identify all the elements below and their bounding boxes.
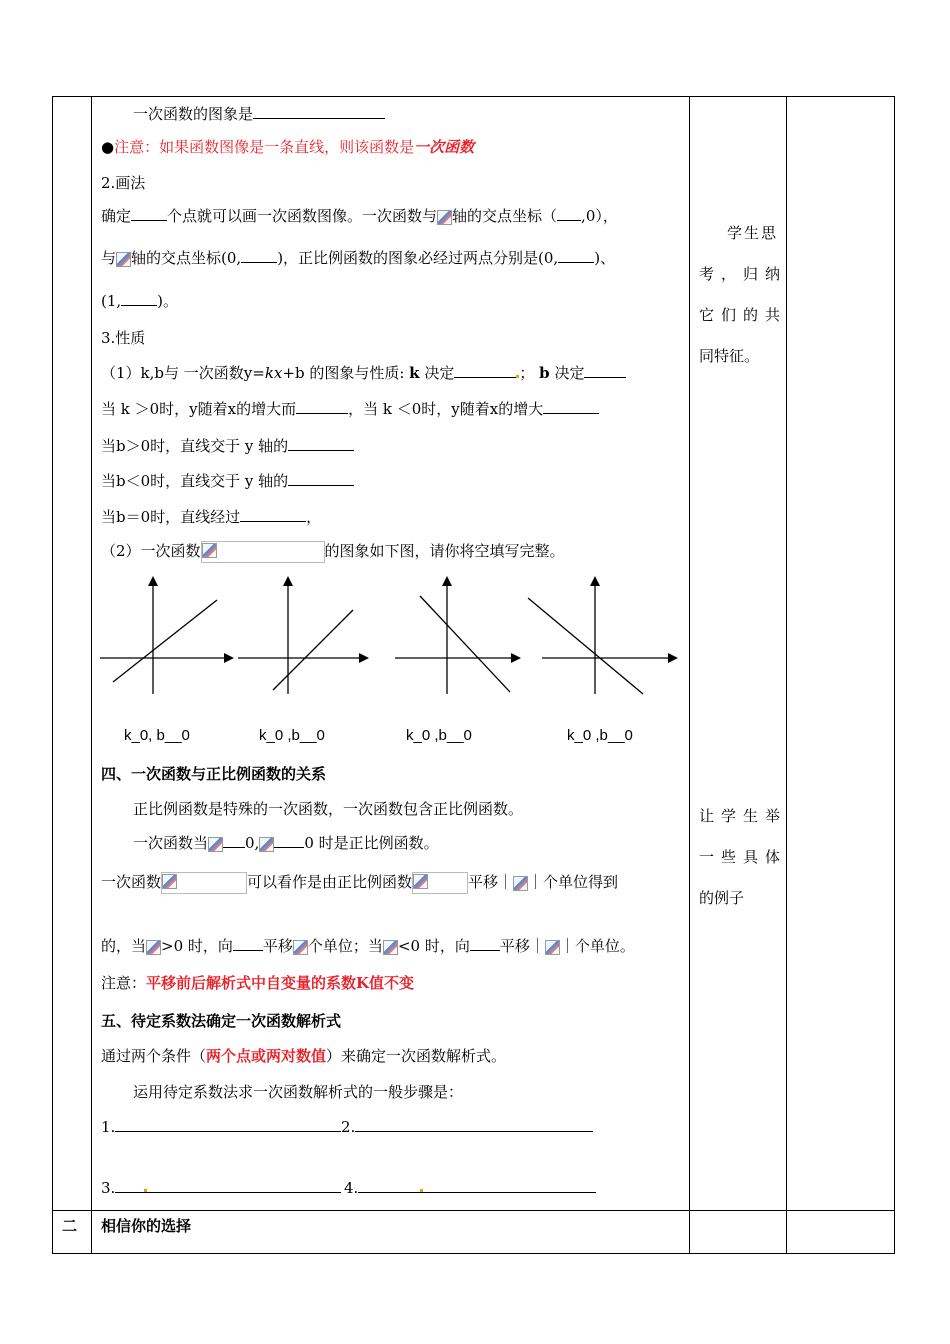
blank-field[interactable]: [358, 1178, 596, 1193]
blank-field[interactable]: [240, 507, 306, 522]
step-3: [101, 1178, 341, 1197]
blank-field[interactable]: [470, 936, 500, 951]
graph-line-label: 一次函数的图象是: [133, 105, 254, 123]
b-symbol-icon: [383, 940, 398, 955]
table-border-bottom: [52, 1253, 895, 1254]
graph-2: [238, 578, 367, 694]
section-4-line-2: [133, 832, 439, 853]
section-4-text: 平移｜: [499, 937, 545, 955]
method-text: )、: [594, 249, 616, 267]
side-note-line: 考，归纳: [699, 265, 788, 283]
row-2-number: 二: [62, 1217, 78, 1235]
property-text: 当 k ＞0时，y随着x的增大而: [101, 400, 297, 418]
side-note-line: 的例子: [699, 889, 745, 907]
b-symbol-icon: [545, 940, 560, 955]
property-line-5: [101, 506, 321, 527]
marker-dot-icon: [144, 1189, 147, 1192]
graph-label-3: k_0 ,b__0: [406, 727, 472, 744]
property-kx: kx: [264, 364, 283, 382]
method-text: 个点就可以画一次函数图像。一次函数与: [167, 207, 438, 225]
method-line-1: [101, 205, 618, 226]
method-text: )，正比例函数的图象必经过两点分别是(0,: [277, 249, 559, 267]
blank-field[interactable]: [121, 291, 157, 306]
blank-field[interactable]: [131, 206, 167, 221]
blank-field[interactable]: [454, 363, 516, 378]
property-text: 当b＜0时，直线交于 y 轴的: [101, 472, 289, 490]
step-2: [341, 1117, 593, 1136]
table-row-divider: [52, 1210, 895, 1211]
property-text: （1）k,b与 一次函数y=: [101, 364, 265, 382]
section-5-text: ）来确定一次函数解析式。: [326, 1047, 507, 1065]
property-text: 的图象如下图，请你将空填写完整。: [324, 542, 565, 560]
b-symbol-icon: [293, 940, 308, 955]
method-text: (1,: [101, 292, 122, 310]
table-border-top: [52, 96, 895, 97]
row-2-title: 相信你的选择: [101, 1217, 192, 1235]
method-text: 确定: [101, 207, 132, 225]
section-4-text: ｜个单位得到: [528, 873, 619, 891]
b-symbol-icon: [208, 837, 223, 852]
side-note-line: 同特征。: [699, 347, 760, 365]
property-text: （2）一次函数: [101, 542, 201, 560]
property-k: k: [409, 364, 420, 382]
formula-image: [161, 872, 247, 894]
side-note-2: [699, 796, 787, 919]
table-col-divider-2: [689, 96, 690, 1254]
property-line-2: [101, 398, 599, 419]
note-2: [101, 972, 414, 993]
blank-field[interactable]: [296, 399, 348, 414]
blank-field[interactable]: [274, 833, 304, 848]
section-4-line-4: [101, 935, 635, 956]
side-note-1: [699, 213, 787, 377]
section-4-text: 一次函数当: [133, 834, 209, 852]
section-4-text: 一次函数: [101, 873, 162, 891]
side-note-line: 一些具体: [699, 848, 788, 866]
property-text: 决定: [424, 364, 455, 382]
section-4-text: ｜个单位。: [559, 937, 635, 955]
section-4-text: >0 时，向: [161, 937, 233, 955]
side-note-line: 让学生举: [699, 807, 788, 825]
step-1: [101, 1117, 341, 1136]
graph-label-4: k_0 ,b__0: [567, 727, 633, 744]
graph-line: [133, 103, 385, 124]
method-line-2: [101, 247, 615, 268]
note-text: 注意：如果函数图像是一条直线，则该函数是: [114, 138, 415, 156]
formula-image-icon: [413, 874, 428, 889]
section-4-text: 可以看作是由正比例函数: [247, 873, 413, 891]
property-text: 决定: [554, 364, 585, 382]
method-text: 与: [101, 249, 117, 267]
section-4-text: 0,: [245, 834, 260, 852]
table-col-divider-1: [91, 96, 92, 1254]
property-text: 当b＝0时，直线经过: [101, 508, 241, 526]
graph-4: [528, 578, 676, 694]
graph-label-2: k_0 ,b__0: [259, 727, 325, 744]
table-border-right: [894, 96, 895, 1254]
blank-field[interactable]: [115, 1178, 341, 1193]
method-text: ,0），: [581, 207, 618, 225]
blank-field[interactable]: [288, 436, 354, 451]
method-line-3: [101, 290, 178, 311]
section-4-text: 个单位；当: [307, 937, 383, 955]
section-4-text: 平移｜: [468, 873, 514, 891]
blank-field[interactable]: [288, 471, 354, 486]
note-line: [101, 136, 474, 157]
property-b: b: [539, 364, 550, 382]
bullet-icon: ●: [101, 138, 115, 156]
note-2-emphasis: 平移前后解析式中自变量的系数K值不变: [146, 974, 415, 992]
graph-3: [395, 578, 519, 694]
step-4: [344, 1178, 596, 1197]
k-symbol-icon: [259, 837, 274, 852]
graph-1: [100, 578, 232, 694]
section-4-line-1: 正比例函数是特殊的一次函数，一次函数包含正比例函数。: [133, 800, 524, 818]
step-number: 2.: [341, 1118, 356, 1136]
method-text: 轴的交点坐标（: [452, 207, 558, 225]
method-text: 轴的交点坐标(0,: [131, 249, 242, 267]
property-line-6: [101, 540, 565, 563]
step-number: 1.: [101, 1118, 116, 1136]
step-number: 4.: [344, 1179, 359, 1197]
section-5-emphasis: 两个点或两对数值: [206, 1047, 327, 1065]
note-2-prefix: 注意：: [101, 974, 147, 992]
section-4-text: 的，当: [101, 937, 147, 955]
y-axis-symbol-icon: [116, 252, 131, 267]
blank-field[interactable]: [253, 104, 385, 119]
property-text: ，: [306, 508, 322, 526]
side-note-line: 它们的共: [699, 306, 788, 324]
section-5-line-2: 运用待定系数法求一次函数解析式的一般步骤是：: [133, 1083, 464, 1101]
section-5-text: 通过两个条件（: [101, 1047, 207, 1065]
property-text: ，当 k ＜0时，y随着x的增大: [348, 400, 544, 418]
property-text: +b 的图象与性质:: [282, 364, 405, 382]
note-emphasis: 一次函数: [414, 138, 475, 156]
graphs-figure: [95, 570, 685, 700]
blank-field[interactable]: [355, 1117, 593, 1132]
heading-2: 2.画法: [101, 174, 146, 192]
formula-image-icon: [202, 543, 217, 558]
formula-image: [412, 872, 468, 894]
blank-field[interactable]: [584, 363, 626, 378]
method-text: )。: [157, 292, 179, 310]
property-line-4: [101, 470, 354, 491]
blank-field[interactable]: [543, 399, 599, 414]
formula-image: [201, 541, 325, 563]
section-4-heading: 四、一次函数与正比例函数的关系: [101, 765, 327, 783]
x-axis-symbol-icon: [437, 210, 452, 225]
blank-field[interactable]: [223, 833, 245, 848]
property-line-1: [101, 362, 626, 383]
section-4-text: 0 时是正比例函数。: [304, 834, 439, 852]
step-number: 3.: [101, 1179, 116, 1197]
side-note-line: 学生思: [727, 224, 779, 242]
section-4-text: <0 时，向: [397, 937, 470, 955]
blank-field[interactable]: [558, 248, 594, 263]
property-text: 当b＞0时，直线交于 y 轴的: [101, 437, 289, 455]
section-5-line-1: [101, 1045, 506, 1066]
graph-label-1: k_0, b__0: [124, 727, 190, 744]
blank-field[interactable]: [233, 936, 263, 951]
section-5-heading: 五、待定系数法确定一次函数解析式: [101, 1012, 342, 1030]
marker-dot-icon: [420, 1189, 423, 1192]
blank-field[interactable]: [241, 248, 277, 263]
property-line-3: [101, 435, 354, 456]
section-4-text: 平移: [262, 937, 293, 955]
blank-field[interactable]: [115, 1117, 341, 1132]
table-border-left: [52, 96, 53, 1254]
blank-field[interactable]: [557, 206, 581, 221]
section-4-line-3: [101, 871, 618, 894]
b-symbol-icon: [513, 876, 528, 891]
heading-3: 3.性质: [101, 329, 146, 347]
b-symbol-icon: [146, 940, 161, 955]
formula-image-icon: [162, 874, 177, 889]
property-text: ；: [519, 364, 535, 382]
